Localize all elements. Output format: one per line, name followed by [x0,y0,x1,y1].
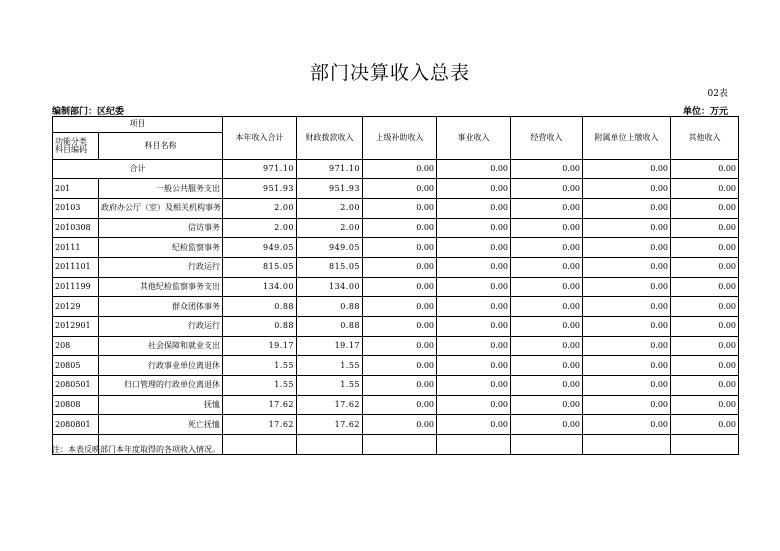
amount-cell: 17.62 [223,395,297,415]
total-cell: 971.10 [297,159,363,179]
amount-cell: 0.00 [511,297,583,317]
subject-name-cell: 信访事务 [99,218,223,238]
subject-name-header: 科目名称 [99,132,223,159]
amount-cell: 0.00 [583,179,671,199]
total-cell: 971.10 [223,159,297,179]
subject-name-cell: 社会保障和就业支出 [99,336,223,356]
amount-cell: 17.62 [297,395,363,415]
total-cell: 0.00 [363,159,437,179]
amount-cell: 0.88 [223,317,297,337]
amount-cell: 0.00 [671,198,739,218]
amount-cell: 815.05 [297,257,363,277]
subject-code-cell: 20111 [53,238,99,258]
amount-cell: 0.00 [511,277,583,297]
amount-cell: 0.00 [511,356,583,376]
col-header-fiscal-income: 财政拨款收入 [297,117,363,160]
amount-cell: 0.00 [363,277,437,297]
total-cell: 0.00 [437,159,511,179]
amount-cell: 0.00 [671,277,739,297]
table-row [53,179,739,199]
amount-cell: 0.00 [437,179,511,199]
subject-code-cell: 2012901 [53,317,99,337]
amount-cell: 0.00 [437,317,511,337]
amount-cell: 0.00 [363,356,437,376]
amount-cell: 0.00 [583,238,671,258]
page-title: 部门决算收入总表 [309,62,470,84]
footnote: 注：本表反映部门本年度取得的各项收入情况。 [52,445,220,454]
amount-cell: 0.00 [583,336,671,356]
amount-cell: 0.00 [583,415,671,435]
table-row [53,415,739,435]
subject-name-cell: 一般公共服务支出 [99,179,223,199]
item-header: 项目 [53,117,223,133]
amount-cell: 0.00 [671,395,739,415]
amount-cell: 0.00 [671,238,739,258]
subject-name-cell: 其他纪检监察事务支出 [99,277,223,297]
amount-cell: 0.00 [583,376,671,396]
amount-cell: 1.55 [223,376,297,396]
subject-code-cell: 20129 [53,297,99,317]
data-rows [53,179,739,435]
amount-cell: 0.00 [437,356,511,376]
amount-cell: 0.00 [437,218,511,238]
amount-cell: 17.62 [297,415,363,435]
amount-cell: 1.55 [297,356,363,376]
subject-code-cell: 2011199 [53,277,99,297]
amount-cell: 19.17 [223,336,297,356]
table-row [53,395,739,415]
amount-cell: 0.00 [511,218,583,238]
subject-code-cell: 201 [53,179,99,199]
amount-cell: 134.00 [223,277,297,297]
table-row [53,376,739,396]
col-header-superior-subsidy: 上级补助收入 [363,117,437,160]
amount-cell: 0.00 [437,395,511,415]
form-number: 02表 [707,89,728,99]
amount-cell: 0.00 [583,356,671,376]
amount-cell: 815.05 [223,257,297,277]
amount-cell: 0.00 [437,297,511,317]
amount-cell: 1.55 [297,376,363,396]
subject-name-cell: 行政运行 [99,317,223,337]
table-row [53,238,739,258]
subject-code-cell: 2010308 [53,218,99,238]
unit-label: 单位：万元 [682,107,728,117]
amount-cell: 0.00 [363,238,437,258]
amount-cell: 0.00 [363,376,437,396]
amount-cell: 0.00 [437,277,511,297]
table-row [53,317,739,337]
subject-name-cell: 行政事业单位离退休 [99,356,223,376]
amount-cell: 0.00 [363,336,437,356]
total-cell: 0.00 [583,159,671,179]
col-header-business-income: 事业收入 [437,117,511,160]
table-row [53,198,739,218]
department-label: 编制部门：区纪委 [52,107,125,117]
subject-code-cell: 2080801 [53,415,99,435]
amount-cell: 0.00 [363,218,437,238]
subject-code-cell: 20808 [53,395,99,415]
col-header-other-income: 其他收入 [671,117,739,160]
amount-cell: 0.00 [511,198,583,218]
amount-cell: 0.00 [363,297,437,317]
header-row-1 [53,117,739,133]
subject-code-cell: 20103 [53,198,99,218]
amount-cell: 951.93 [223,179,297,199]
amount-cell: 2.00 [297,218,363,238]
amount-cell: 949.05 [297,238,363,258]
amount-cell: 0.00 [671,297,739,317]
amount-cell: 0.00 [583,277,671,297]
amount-cell: 0.00 [583,297,671,317]
total-cell: 0.00 [671,159,739,179]
amount-cell: 0.00 [671,336,739,356]
subject-name-cell: 归口管理的行政单位离退休 [99,376,223,396]
amount-cell: 2.00 [297,198,363,218]
amount-cell: 0.00 [363,415,437,435]
amount-cell: 949.05 [223,238,297,258]
func-code-header: 功能分类 科目编码 [53,132,99,159]
table-row [53,277,739,297]
amount-cell: 0.00 [511,395,583,415]
amount-cell: 0.00 [583,317,671,337]
amount-cell: 0.00 [363,395,437,415]
total-row [53,159,739,179]
subject-code-cell: 2011101 [53,257,99,277]
subject-name-cell: 群众团体事务 [99,297,223,317]
amount-cell: 0.00 [511,336,583,356]
subject-name-cell: 死亡抚恤 [99,415,223,435]
amount-cell: 0.00 [511,376,583,396]
amount-cell: 134.00 [297,277,363,297]
amount-cell: 0.00 [671,257,739,277]
amount-cell: 0.00 [671,415,739,435]
amount-cell: 0.00 [363,317,437,337]
col-header-operating-income: 经营收入 [511,117,583,160]
amount-cell: 2.00 [223,198,297,218]
amount-cell: 0.00 [671,356,739,376]
income-summary-table [52,116,739,455]
amount-cell: 0.00 [437,238,511,258]
amount-cell: 19.17 [297,336,363,356]
amount-cell: 0.00 [437,336,511,356]
subject-name-cell: 抚恤 [99,395,223,415]
subject-code-cell: 208 [53,336,99,356]
amount-cell: 0.88 [297,297,363,317]
amount-cell: 0.88 [223,297,297,317]
amount-cell: 0.00 [511,257,583,277]
amount-cell: 0.88 [297,317,363,337]
amount-cell: 0.00 [583,218,671,238]
amount-cell: 0.00 [437,257,511,277]
subject-code-cell: 2080501 [53,376,99,396]
amount-cell: 0.00 [363,179,437,199]
subject-name-cell: 纪检监察事务 [99,238,223,258]
amount-cell: 0.00 [363,257,437,277]
amount-cell: 0.00 [671,179,739,199]
amount-cell: 0.00 [671,317,739,337]
table-row [53,257,739,277]
amount-cell: 0.00 [437,198,511,218]
amount-cell: 2.00 [223,218,297,238]
subject-name-cell: 政府办公厅（室）及相关机构事务 [99,198,223,218]
subject-code-cell: 20805 [53,356,99,376]
amount-cell: 0.00 [437,415,511,435]
amount-cell: 0.00 [363,198,437,218]
total-cell: 0.00 [511,159,583,179]
amount-cell: 0.00 [511,238,583,258]
col-header-subordinate-income: 附属单位上缴收入 [583,117,671,160]
amount-cell: 0.00 [511,179,583,199]
amount-cell: 0.00 [583,257,671,277]
table-row [53,336,739,356]
table-row [53,356,739,376]
amount-cell: 0.00 [671,376,739,396]
amount-cell: 17.62 [223,415,297,435]
amount-cell: 0.00 [437,376,511,396]
amount-cell: 0.00 [671,218,739,238]
amount-cell: 1.55 [223,356,297,376]
table-row [53,297,739,317]
total-label: 合计 [53,159,223,179]
amount-cell: 0.00 [511,317,583,337]
amount-cell: 0.00 [511,415,583,435]
col-header-total-income: 本年收入合计 [223,117,297,160]
amount-cell: 0.00 [583,198,671,218]
table-row [53,218,739,238]
amount-cell: 951.93 [297,179,363,199]
subject-name-cell: 行政运行 [99,257,223,277]
amount-cell: 0.00 [583,395,671,415]
